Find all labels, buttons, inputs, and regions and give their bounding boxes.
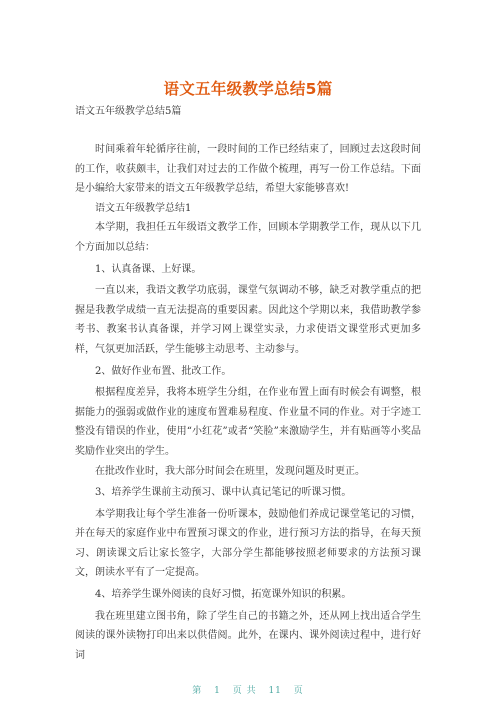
footer-middle: 页 共: [232, 686, 257, 696]
page-footer: [0, 683, 496, 696]
footer-suffix: 页: [293, 686, 304, 696]
point-heading: 3、培养学生课前主动预习、课中认真记笔记的听课习惯。: [95, 487, 352, 499]
body-paragraph: 一直以来，我语文教学功底弱，课堂气氛调动不够，缺乏对教学重点的把握是我教学成绩一直无法提高的重要因素。因此这个学期以来，我借助教学参考书、教案书认真备课，并学习网上课堂实录，力求使语文课堂形式更加多样，气氛更加活跃，学生能够主动思考、主动参与。: [75, 285, 421, 355]
total-pages-number: 11: [268, 686, 282, 696]
document-body: [75, 140, 421, 665]
body-paragraph: 本学期，我担任五年级语文教学工作，回顾本学期教学工作，现从以下几个方面加以总结：: [75, 222, 421, 253]
body-paragraph: 我在班里建立图书角，除了学生自己的书籍之外，还从网上找出适合学生阅读的课外读物打印出来以供借阅。此外，在课内、课外阅读过程中，进行好词: [75, 610, 421, 661]
point-heading: 1、认真备课、上好课。: [95, 263, 202, 275]
footer-prefix: 第: [192, 686, 203, 696]
body-paragraph: 本学期我让每个学生准备一份听课本，鼓励他们养成记课堂笔记的习惯，并在每天的家庭作业中布置预习课文的作业，进行预习方法的指导，在每天预习、朗读课文后让家长签字，大部分学生都能够按照老师要求的方法预习课文，朗读水平有了一定提高。: [75, 508, 421, 579]
section-heading: 语文五年级教学总结1: [95, 202, 192, 214]
document-title: 语文五年级教学总结5篇: [163, 80, 333, 98]
document-subtitle: 语文五年级教学总结5篇: [75, 106, 182, 117]
body-paragraph: 在批改作业时，我大部分时间会在班里，发现问题及时更正。: [95, 465, 365, 477]
current-page-number: 1: [214, 686, 221, 696]
body-paragraph: 根据程度差异，我将本班学生分组，在作业布置上面有时候会有调整，根据能力的强弱或做作业的速度布置难易程度、作业量不同的作业。对于字迹工整没有错误的作业，使用“小红花”或者“笑脸”来激励学生，并有贴画等小奖品奖励作业突出的学生。: [75, 387, 421, 457]
intro-paragraph: 时间乘着年轮循序往前，一段时间的工作已经结束了，回顾过去这段时间的工作，收获颇丰，让我们对过去的工作做个梳理，再写一份工作总结。下面是小编给大家带来的语文五年级教学总结，希望大家能够喜欢!: [75, 144, 421, 195]
point-heading: 4、培养学生课外阅读的良好习惯，拓宽课外知识的积累。: [95, 589, 352, 601]
point-heading: 2、做好作业布置、批改工作。: [95, 365, 232, 377]
